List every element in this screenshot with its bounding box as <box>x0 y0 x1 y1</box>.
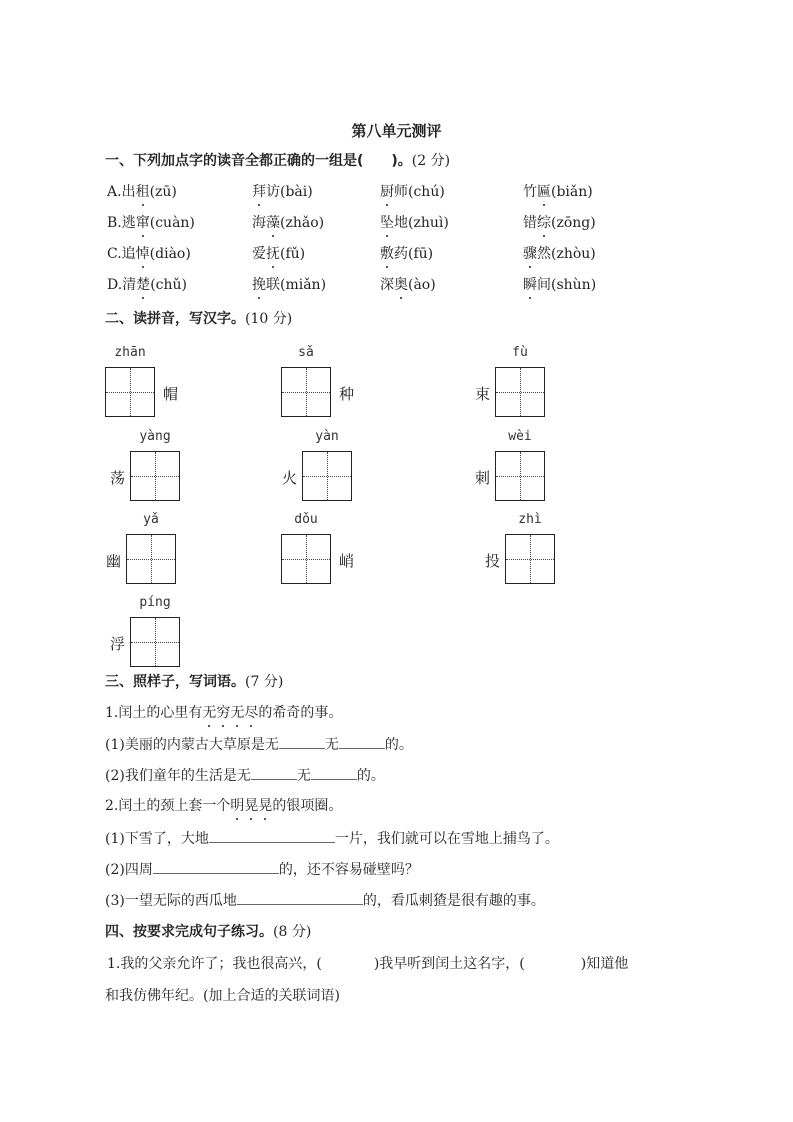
char: 联 <box>266 277 280 293</box>
option-c-item <box>523 243 596 263</box>
section-3-points: (7 分) <box>245 674 284 690</box>
q2-example-pre: 2.闰土的颈上套一个 <box>105 798 231 814</box>
dotted-char: 晃 <box>244 795 258 815</box>
pinyin: (fǔ) <box>280 246 306 262</box>
q1-example-dotted-word <box>202 705 258 721</box>
tianzige-writing-box[interactable] <box>130 617 180 667</box>
pinyin: (zhǎo) <box>280 215 325 231</box>
q1-sub1-blank-1[interactable] <box>279 734 325 749</box>
q2-example-post: 的银项圈。 <box>272 798 343 814</box>
companion-char: 幽 <box>106 552 122 570</box>
dotted-char: 抚 <box>266 243 280 263</box>
tianzige-writing-box[interactable] <box>130 451 180 501</box>
companion-char: 峭 <box>339 552 355 570</box>
section-2-points: (10 分) <box>245 311 293 327</box>
dotted-char: 尽 <box>244 702 258 722</box>
s4-q1-part-c: )知道他 <box>580 956 629 972</box>
char: 间 <box>537 277 551 293</box>
pinyin-label: wèi <box>508 429 532 444</box>
dotted-char: 坠 <box>380 212 394 232</box>
char: 逃 <box>121 215 136 231</box>
q1-sub2-mid: 无 <box>296 768 311 784</box>
companion-char: 刺 <box>475 469 491 487</box>
pinyin: (miǎn) <box>280 277 327 293</box>
pinyin: (bài) <box>280 184 313 200</box>
pinyin-label: yàn <box>315 429 339 444</box>
dotted-char: 拜 <box>252 181 266 201</box>
option-a-item <box>523 181 593 201</box>
option-label: D. <box>107 277 123 293</box>
pinyin: (chǔ) <box>150 277 187 293</box>
section-3-q1-sub2 <box>105 765 385 785</box>
q2-sub3-post: 的，看瓜刺猹是很有趣的事。 <box>362 893 545 909</box>
char: 药 <box>394 246 408 262</box>
char: 出 <box>121 184 136 200</box>
option-b-item <box>107 212 195 232</box>
option-label: A. <box>107 184 122 200</box>
pinyin: (ào) <box>408 277 436 293</box>
pinyin: (zū) <box>149 184 177 200</box>
section-3-q2-sub1 <box>105 828 559 848</box>
char: 追 <box>121 246 136 262</box>
dotted-char: 租 <box>136 181 150 201</box>
pinyin: (cuàn) <box>149 215 195 231</box>
pinyin: (shùn) <box>551 277 597 293</box>
section-4-q1-line1 <box>107 953 628 973</box>
section-3-q1-sub1 <box>105 734 413 754</box>
option-b-item <box>380 212 449 232</box>
option-a-item <box>252 181 313 201</box>
dotted-char: 藻 <box>266 212 280 232</box>
tianzige-writing-box[interactable] <box>105 367 155 417</box>
section-3-q2-sub2 <box>105 859 419 879</box>
section-4-q1-line2: 和我仿佛年纪。(加上合适的关联词语) <box>105 988 340 1004</box>
char: 清 <box>122 277 137 293</box>
page-title: 第八单元测评 <box>351 122 442 140</box>
option-label: B. <box>107 215 122 231</box>
q2-sub1-post: 一片，我们就可以在雪地上捕鸟了。 <box>334 831 559 847</box>
dotted-char: 挽 <box>252 274 266 294</box>
option-label: C. <box>107 246 122 262</box>
q1-sub1-mid: 无 <box>324 737 339 753</box>
section-3-heading-text: 三、照样子，写词语。 <box>105 674 245 690</box>
pinyin-label: píng <box>139 595 171 610</box>
pinyin: (zōng) <box>551 215 596 231</box>
char: 然 <box>537 246 551 262</box>
section-2-heading <box>105 308 292 328</box>
char: 地 <box>394 215 408 231</box>
tianzige-writing-box[interactable] <box>126 534 176 584</box>
q1-sub2-blank-1[interactable] <box>251 765 297 780</box>
section-3-q1-example <box>105 702 342 722</box>
char: 访 <box>266 184 280 200</box>
dotted-char: 楚 <box>136 274 150 294</box>
dotted-char: 悼 <box>136 243 150 263</box>
pinyin: (chú) <box>408 184 445 200</box>
pinyin-label: yàng <box>139 429 171 444</box>
char: 深 <box>380 277 394 293</box>
section-4-heading-text: 四、按要求完成句子练习。 <box>105 924 273 940</box>
pinyin: (diào) <box>149 246 191 262</box>
dotted-char: 穷 <box>216 702 230 722</box>
section-4-points: (8 分) <box>273 924 312 940</box>
companion-char: 浮 <box>110 635 126 653</box>
section-4-heading <box>105 921 311 941</box>
section-3-q2-example <box>105 795 342 815</box>
pinyin-label: zhān <box>114 345 146 360</box>
dotted-char: 厨 <box>380 181 394 201</box>
tianzige-writing-box[interactable] <box>505 534 555 584</box>
q1-example-pre: 1.闰土的心里有 <box>105 705 203 721</box>
q1-example-post: 的希奇的事。 <box>258 705 343 721</box>
section-1-heading-text: 一、下列加点字的读音全都正确的一组是( )。 <box>105 153 412 169</box>
tianzige-writing-box[interactable] <box>281 534 331 584</box>
dotted-char: 瞬 <box>523 274 537 294</box>
option-a-item <box>107 181 177 201</box>
pinyin: (biǎn) <box>551 184 593 200</box>
option-d-item <box>252 274 326 294</box>
dotted-char: 无 <box>230 702 244 722</box>
q1-sub1-pre: (1)美丽的内蒙古大草原是无 <box>105 737 279 753</box>
tianzige-writing-box[interactable] <box>281 367 331 417</box>
char: 海 <box>252 215 266 231</box>
option-c-item <box>252 243 305 263</box>
q1-sub2-pre: (2)我们童年的生活是无 <box>105 768 251 784</box>
section-3-heading <box>105 671 283 691</box>
dotted-char: 窜 <box>136 212 150 232</box>
q1-sub1-post: 的。 <box>384 737 413 753</box>
pinyin-label: dǒu <box>294 512 318 527</box>
q2-sub2-post: 的，还不容易碰壁吗？ <box>278 862 419 878</box>
q2-sub1-blank[interactable] <box>209 828 335 843</box>
companion-char: 束 <box>475 385 491 403</box>
pinyin: (zhuì) <box>408 215 449 231</box>
tianzige-writing-box[interactable] <box>495 367 545 417</box>
q2-sub2-pre: (2)四周 <box>105 862 153 878</box>
companion-char: 投 <box>485 552 501 570</box>
q2-sub2-blank[interactable] <box>153 859 279 874</box>
q2-sub3-pre: (3)一望无际的西瓜地 <box>105 893 237 909</box>
dotted-char: 明 <box>230 795 244 815</box>
pinyin: (zhòu) <box>551 246 596 262</box>
section-2-heading-text: 二、读拼音，写汉字。 <box>105 311 245 327</box>
section-1-points: (2 分) <box>411 153 451 169</box>
pinyin: (fū) <box>408 246 434 262</box>
option-a-item <box>380 181 445 201</box>
option-c-item <box>107 243 191 263</box>
dotted-char: 无 <box>202 702 216 722</box>
companion-char: 种 <box>339 385 355 403</box>
dotted-char: 骤 <box>523 243 537 263</box>
option-c-item <box>380 243 433 263</box>
pinyin-label: yǎ <box>143 512 159 527</box>
q1-sub1-blank-2[interactable] <box>339 734 385 749</box>
companion-char: 帽 <box>163 385 179 403</box>
dotted-char: 匾 <box>537 181 551 201</box>
companion-char: 荡 <box>110 469 126 487</box>
pinyin-label: sǎ <box>298 345 314 360</box>
tianzige-writing-box[interactable] <box>302 451 352 501</box>
companion-char: 火 <box>282 469 298 487</box>
q2-sub3-blank[interactable] <box>237 890 363 905</box>
char: 爱 <box>252 246 266 262</box>
dotted-char: 敷 <box>380 243 394 263</box>
dotted-char: 综 <box>537 212 551 232</box>
q2-example-dotted-word <box>230 798 272 814</box>
section-3-q2-sub3 <box>105 890 545 910</box>
pinyin-label: zhì <box>518 512 542 527</box>
section-1-heading <box>105 150 450 170</box>
option-d-item <box>523 274 596 294</box>
q1-sub2-blank-2[interactable] <box>311 765 357 780</box>
option-b-item <box>252 212 324 232</box>
option-d-item <box>107 274 187 294</box>
char: 师 <box>394 184 408 200</box>
char: 错 <box>523 215 537 231</box>
q1-sub2-post: 的。 <box>356 768 385 784</box>
tianzige-writing-box[interactable] <box>495 451 545 501</box>
s4-q1-part-a: 1.我的父亲允许了；我也很高兴，( <box>107 956 322 972</box>
option-b-item <box>523 212 596 232</box>
pinyin-label: fù <box>512 345 528 360</box>
q2-sub1-pre: (1)下雪了，大地 <box>105 831 209 847</box>
dotted-char: 晃 <box>258 795 272 815</box>
s4-q1-part-b: )我早听到闰土这名字，( <box>373 956 525 972</box>
dotted-char: 奥 <box>394 274 408 294</box>
option-d-item <box>380 274 436 294</box>
char: 竹 <box>523 184 537 200</box>
